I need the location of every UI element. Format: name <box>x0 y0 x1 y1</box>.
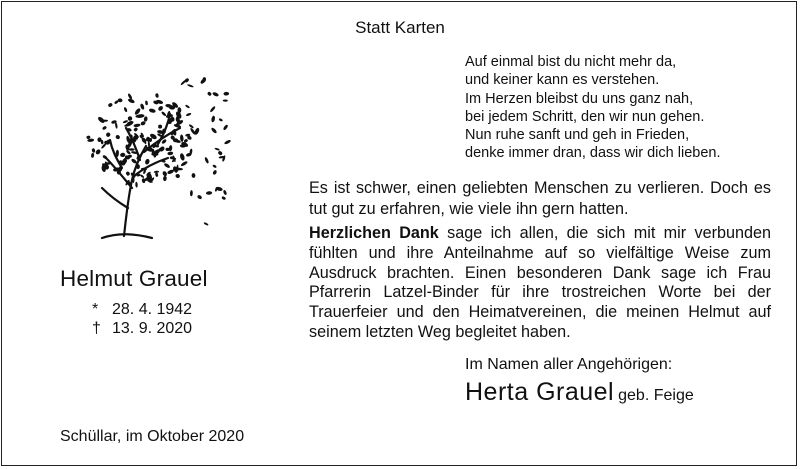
place-date: Schüllar, im Oktober 2020 <box>60 428 245 445</box>
header-title: Statt Karten <box>355 18 445 37</box>
thanks-heading: Herzlichen Dank <box>309 224 439 242</box>
poem-line: Auf einmal bist du nicht mehr da, <box>465 54 677 70</box>
deceased-name: Helmut Grauel <box>60 266 208 291</box>
tree-with-falling-leaves-icon <box>72 68 232 246</box>
poem-line: Nun ruhe sanft und geh in Frieden, <box>465 127 690 144</box>
consolation-paragraph: Es ist schwer, einen geliebten Menschen zu verlieren. Doch es tut gut zu erfahren, wie viele ihn gern hatten. <box>309 179 771 218</box>
signature-maiden-name: geb. Feige <box>618 387 694 404</box>
poem-line: bei jedem Schritt, den wir nun gehen. <box>465 108 705 125</box>
birth-date-line <box>92 301 192 319</box>
poem-line: Im Herzen bleibst du uns ganz nah, <box>465 90 694 107</box>
death-date: 13. 9. 2020 <box>112 320 193 337</box>
birth-date: 28. 4. 1942 <box>112 301 193 318</box>
poem-line: denke immer dran, dass wir dich lieben. <box>465 145 721 162</box>
birth-symbol: * <box>92 301 99 318</box>
thanks-body: sage ich allen, die sich mit mir verbunden fühlten und ihre Anteilnahme auf so vielfältige Weise zum Ausdruck brachten. Einen besonderen Dank sage ich Frau Pfarrerin Latzel-Binder für ihre trostreichen Worte bei der Trauerfeier und den Heimatvereinen, die meinen Helmut auf seinem letzten Weg begleitet haben. <box>309 224 771 341</box>
poem-line: und keiner kann es verstehen. <box>465 72 660 89</box>
death-symbol: † <box>92 320 101 337</box>
signature <box>465 378 694 407</box>
signature-intro: Im Namen aller Angehörigen: <box>465 356 673 373</box>
thanks-paragraph <box>309 224 771 343</box>
death-date-line <box>92 320 192 338</box>
signature-name: Herta Grauel <box>465 378 615 406</box>
poem <box>465 53 720 163</box>
